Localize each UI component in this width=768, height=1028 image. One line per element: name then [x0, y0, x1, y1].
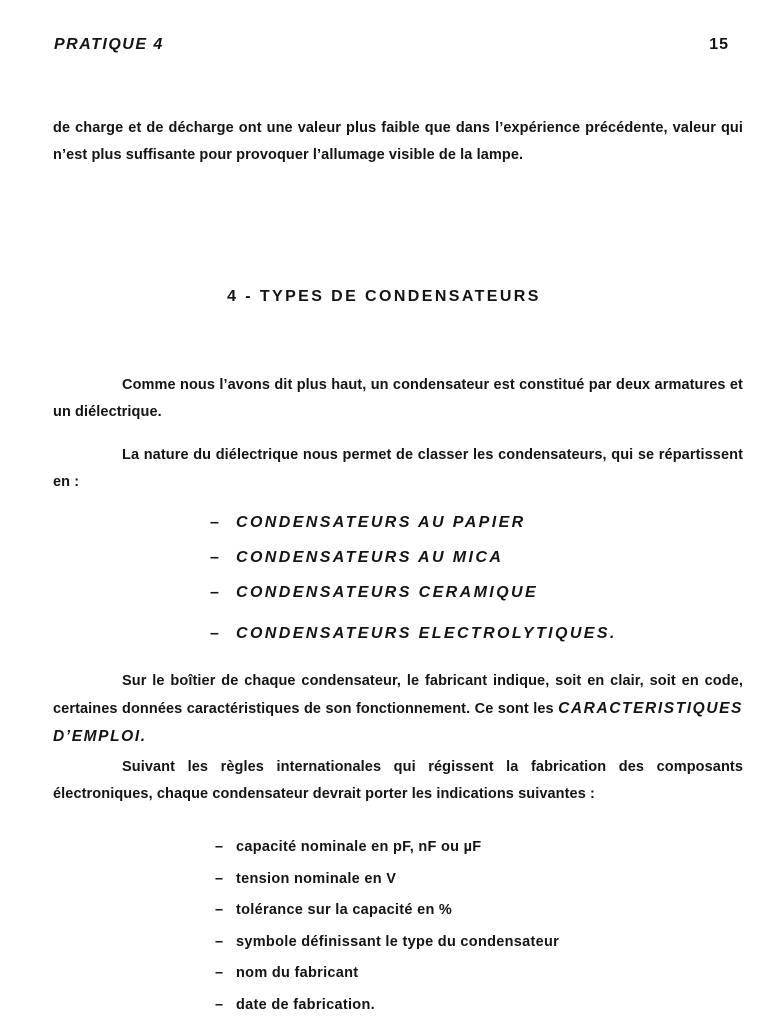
indication-label: tolérance sur la capacité en %	[236, 902, 452, 918]
list-item	[215, 839, 735, 871]
list-dash: –	[215, 839, 236, 855]
running-header	[54, 36, 729, 60]
list-dash: –	[210, 549, 236, 567]
chapter-title: PRATIQUE 4	[54, 36, 164, 54]
list-item	[215, 965, 735, 997]
paragraph-international-rules: Suivant les règles internationales qui régissent la fabrication des composants électroniques, chaque condensateur devrait porter les indications suivantes :	[53, 754, 743, 808]
indication-label: tension nominale en V	[236, 871, 396, 887]
paragraph-markings-text: Sur le boîtier de chaque condensateur, le fabricant indique, soit en clair, soit en code, certaines données caractéristiques de son fonctionnement. Ce sont les	[53, 673, 743, 717]
intro-paragraph: de charge et de décharge ont une valeur plus faible que dans l’expérience précédente, valeur qui n’est plus suffisante pour provoquer l’allumage visible de la lampe.	[53, 115, 743, 169]
page-number: 15	[709, 36, 729, 54]
list-item	[210, 514, 730, 549]
list-dash: –	[210, 584, 236, 602]
indication-label: date de fabrication.	[236, 997, 375, 1013]
list-dash: –	[215, 997, 236, 1013]
paragraph-definition: Comme nous l’avons dit plus haut, un condensateur est constitué par deux armatures et un diélectrique.	[53, 372, 743, 426]
list-item	[215, 871, 735, 903]
indication-label: nom du fabricant	[236, 965, 358, 981]
indication-label: capacité nominale en pF, nF ou µF	[236, 839, 481, 855]
list-item	[215, 934, 735, 966]
list-item	[210, 584, 730, 619]
list-dash: –	[215, 965, 236, 981]
indications-list	[215, 839, 735, 1028]
list-dash: –	[215, 871, 236, 887]
list-item	[210, 625, 730, 660]
emphasis-caracteristiques: CARACTERISTIQUES D’EMPLOI.	[53, 700, 743, 745]
list-item	[215, 997, 735, 1028]
list-item	[215, 902, 735, 934]
type-label: CONDENSATEURS AU PAPIER	[236, 514, 526, 531]
list-dash: –	[210, 625, 236, 643]
paragraph-classification: La nature du diélectrique nous permet de classer les condensateurs, qui se répartissent en :	[53, 442, 743, 496]
type-label: CONDENSATEURS AU MICA	[236, 549, 503, 566]
indication-label: symbole définissant le type du condensateur	[236, 934, 559, 950]
capacitor-types-list	[210, 514, 730, 660]
list-dash: –	[215, 902, 236, 918]
list-item	[210, 549, 730, 584]
type-label: CONDENSATEURS CERAMIQUE	[236, 584, 538, 601]
section-heading: 4 - TYPES DE CONDENSATEURS	[0, 288, 768, 306]
type-label: CONDENSATEURS ELECTROLYTIQUES.	[236, 625, 617, 642]
list-dash: –	[210, 514, 236, 532]
paragraph-markings	[53, 668, 743, 751]
list-dash: –	[215, 934, 236, 950]
